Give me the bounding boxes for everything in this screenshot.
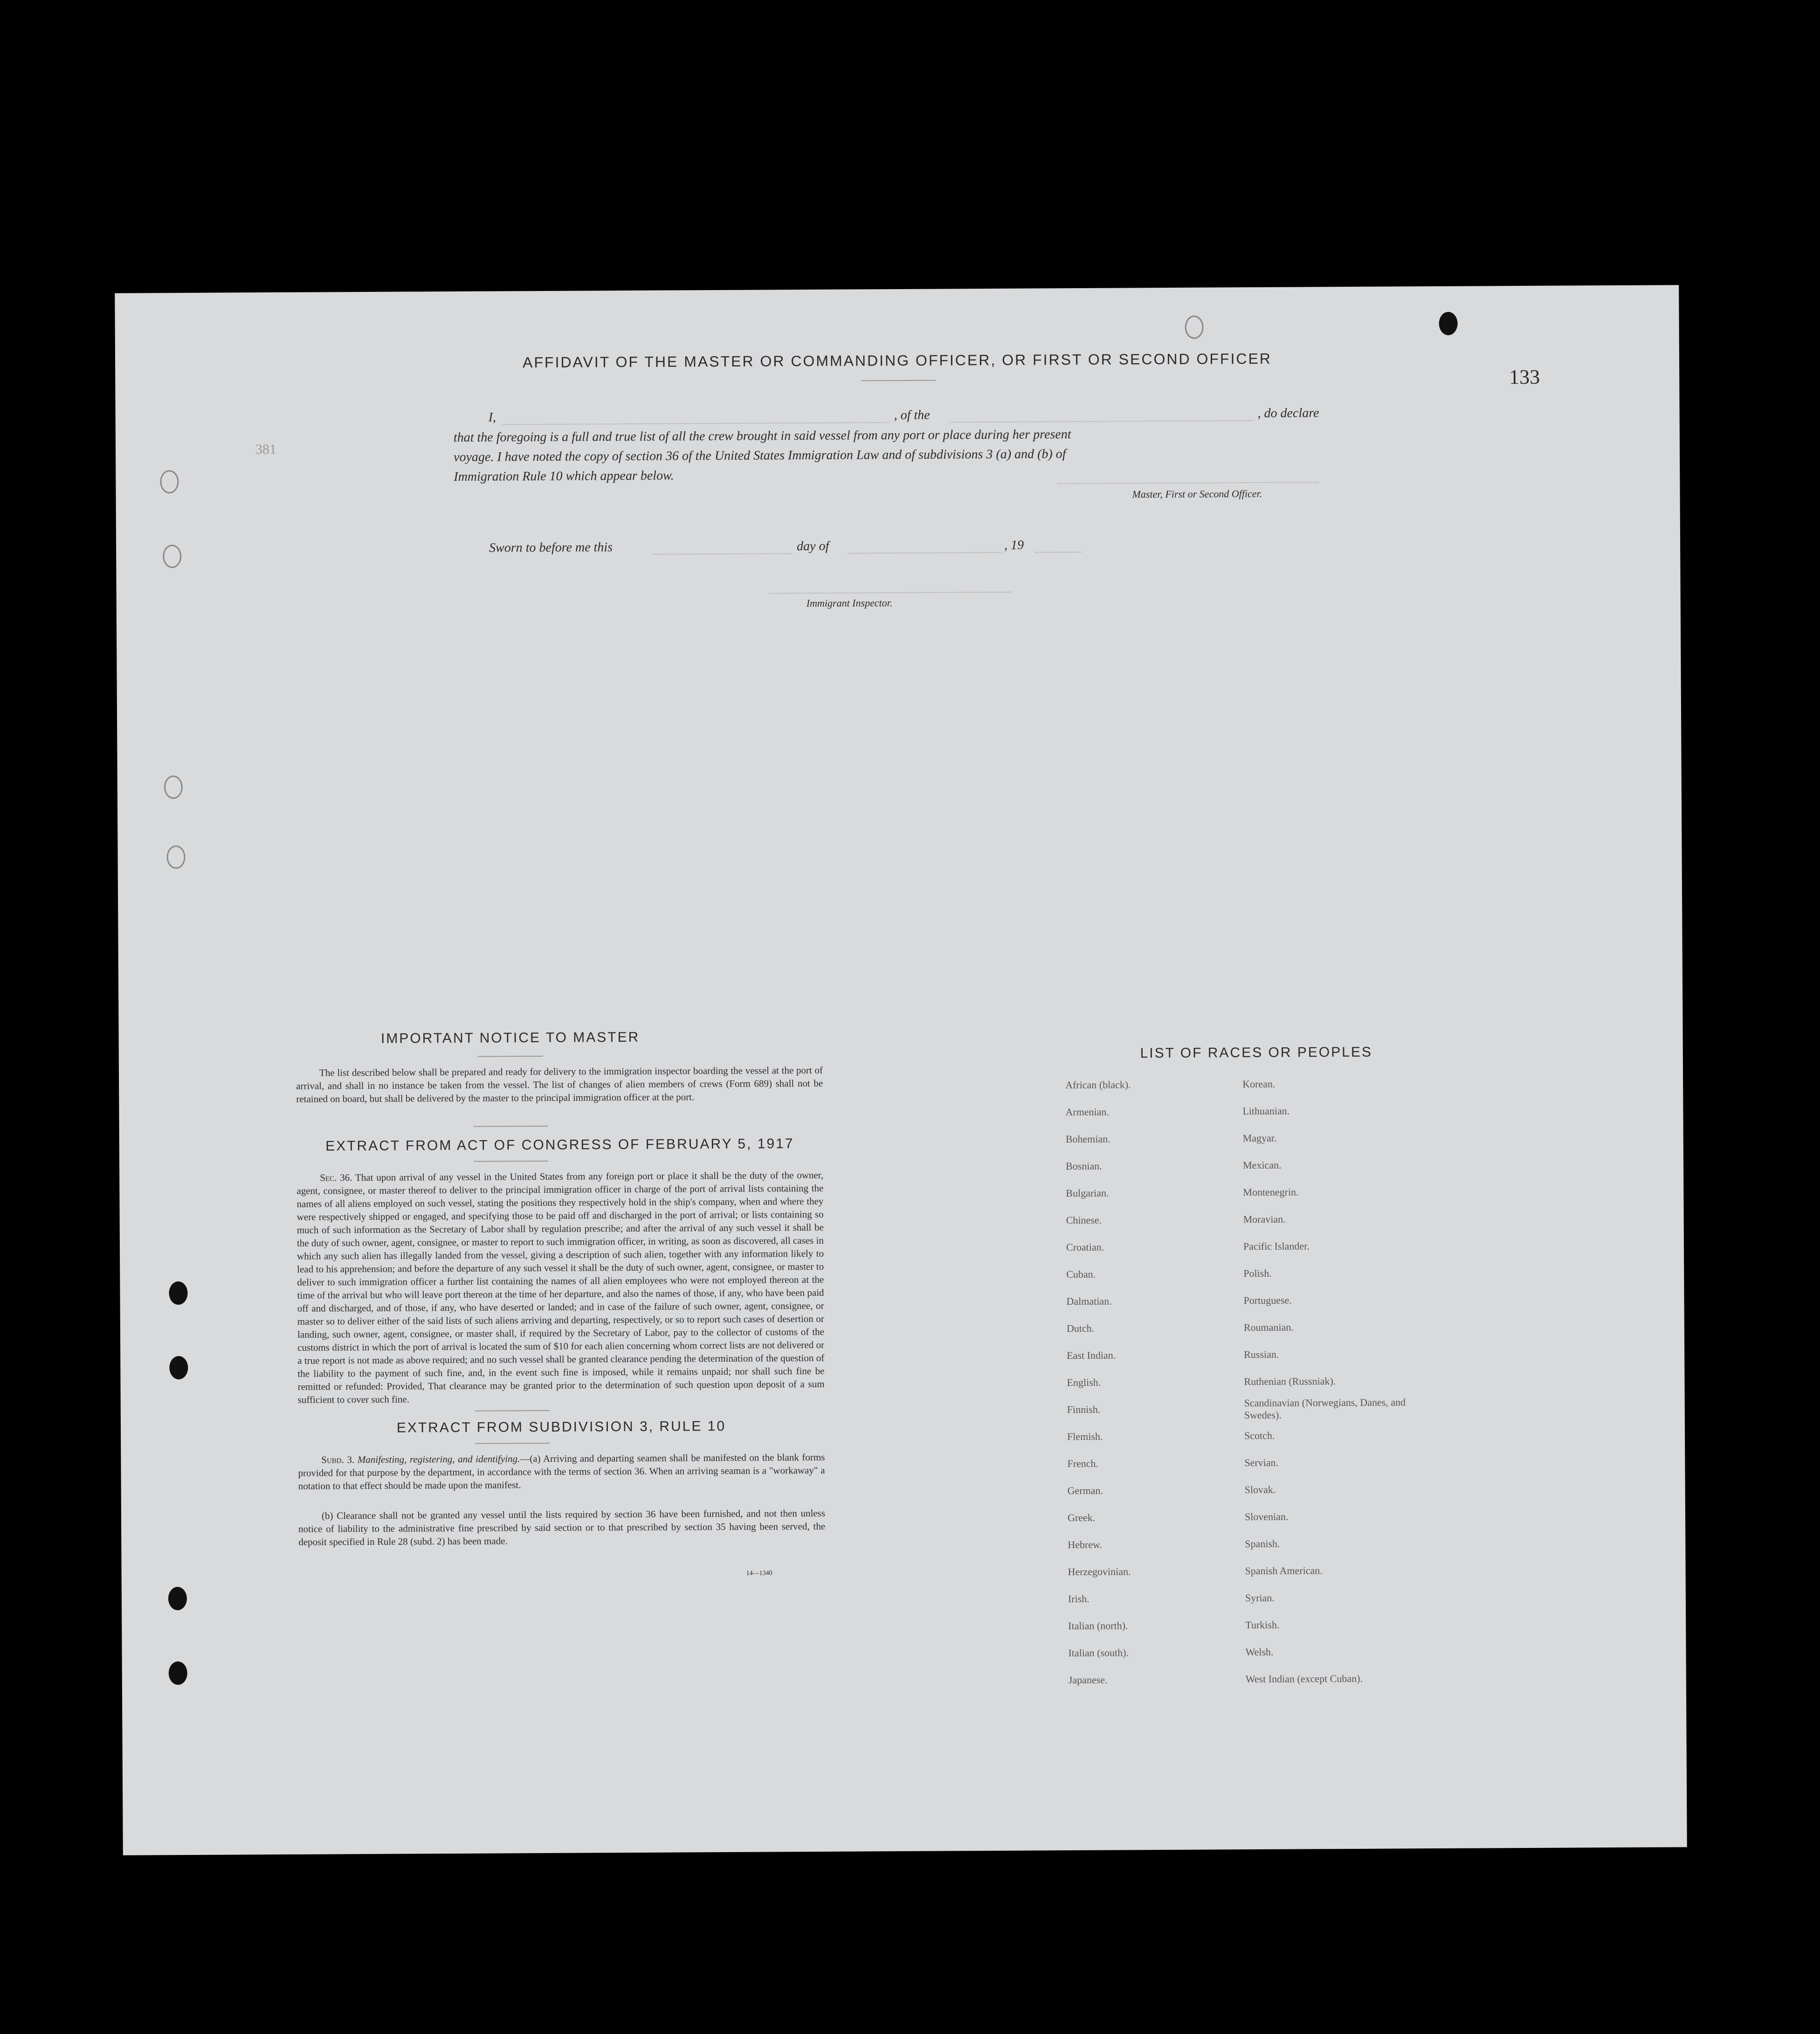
race-item: Portuguese. <box>1243 1294 1292 1307</box>
name-line <box>503 422 889 425</box>
punch-hole <box>1185 316 1204 339</box>
signature-label: Master, First or Second Officer. <box>1132 487 1262 500</box>
inspector-label: Immigrant Inspector. <box>806 597 893 609</box>
race-item: Pacific Islander. <box>1243 1240 1310 1252</box>
race-item: West Indian (except Cuban). <box>1245 1672 1363 1685</box>
act-lead: Sec. 36. <box>320 1172 352 1183</box>
notice-title: IMPORTANT NOTICE TO MASTER <box>380 1029 640 1046</box>
year-line <box>1034 552 1081 553</box>
affidavit-of-the: , of the <box>894 408 930 423</box>
races-title: LIST OF RACES OR PEOPLES <box>1140 1044 1373 1061</box>
day-of-text: day of <box>797 539 829 554</box>
month-line <box>848 552 1002 554</box>
signature-line <box>1057 482 1318 484</box>
race-item: Irish. <box>1068 1592 1089 1605</box>
sworn-text: Sworn to before me this <box>489 540 613 555</box>
affidavit-do-declare: , do declare <box>1257 406 1319 421</box>
punch-hole <box>169 1661 187 1685</box>
race-item: Herzegovinian. <box>1068 1565 1131 1578</box>
rule-text-b: (b) Clearance shall not be granted any vessel until the lists required by section 36 have been furnished, and not then unless notice of liability to the administrative fine prescribed by said section or to that prescribed by section 35 having been served, the deposit specified in Rule 28 (subd. 2) has been made. <box>298 1507 826 1548</box>
race-item: Bohemian. <box>1065 1133 1110 1145</box>
race-item: Servian. <box>1244 1456 1279 1469</box>
race-item: Slovak. <box>1244 1483 1276 1496</box>
punch-hole <box>160 470 179 493</box>
race-item: Bosnian. <box>1066 1160 1102 1172</box>
race-item: Montenegrin. <box>1243 1186 1299 1198</box>
race-item: Scandinavian (Norwegians, Danes, and Swedes). <box>1244 1396 1406 1421</box>
margin-mark: 381 <box>255 441 277 457</box>
race-item: Slovenian. <box>1244 1510 1289 1523</box>
punch-hole <box>169 1356 188 1379</box>
race-item: Polish. <box>1243 1267 1272 1280</box>
race-item: Korean. <box>1242 1078 1275 1090</box>
race-item: Turkish. <box>1245 1619 1280 1631</box>
race-item: Moravian. <box>1243 1213 1286 1225</box>
race-item: Lithuanian. <box>1242 1105 1290 1117</box>
act-title: EXTRACT FROM ACT OF CONGRESS OF FEBRUARY 5, 1917 <box>325 1136 794 1154</box>
punch-hole <box>169 1281 187 1305</box>
race-item: Flemish. <box>1067 1430 1103 1443</box>
page-number: 133 <box>1509 365 1540 389</box>
form-number: 14—1340 <box>746 1570 772 1577</box>
race-item: French. <box>1067 1457 1099 1470</box>
punch-hole <box>168 1587 187 1610</box>
race-item: Italian (north). <box>1068 1619 1128 1632</box>
race-item: Greek. <box>1067 1511 1096 1524</box>
vessel-line <box>950 420 1253 422</box>
race-item: Welsh. <box>1245 1646 1274 1658</box>
rule-body-a: —(a) Arriving and departing seamen shall be manifested on the blank forms provided for that purpose by the department, in accordance with the terms of section 36. When an arriving seaman is a "workaway" a notation to that effect should be made upon the manifest. <box>298 1451 825 1492</box>
race-item: Croatian. <box>1066 1241 1104 1253</box>
punch-hole <box>166 845 185 869</box>
punch-hole <box>1439 312 1458 335</box>
race-item: East Indian. <box>1067 1349 1116 1362</box>
race-item: Chinese. <box>1066 1214 1102 1226</box>
race-item: Armenian. <box>1065 1106 1110 1118</box>
race-item: Dutch. <box>1066 1322 1095 1335</box>
affidavit-line-4: Immigration Rule 10 which appear below. <box>454 468 674 484</box>
race-item: Scotch. <box>1244 1429 1275 1442</box>
notice-text: The list described below shall be prepared and ready for delivery to the immigration inspector boarding the vessel at the port of arrival, and shall in no instance be taken from the vessel. The list of changes of alien members of crews (Form 689) shall not be retained on board, but shall be delivered by the master to the principal immigration officer at the port. <box>296 1064 823 1105</box>
races-right-column <box>1242 1070 1432 1693</box>
race-item: Syrian. <box>1245 1591 1275 1604</box>
race-item: German. <box>1067 1484 1103 1497</box>
race-item: African (black). <box>1065 1079 1131 1091</box>
sworn-day-line <box>652 553 792 555</box>
rule-lead: Subd. 3. <box>321 1454 355 1466</box>
race-item: Spanish American. <box>1245 1564 1323 1577</box>
affidavit-line-2: that the foregoing is a full and true list of all the crew brought in said vessel from any port or place during her present <box>453 427 1071 445</box>
race-item: Cuban. <box>1066 1268 1096 1280</box>
act-body: That upon arrival of any vessel in the United States from any foreign port or place it shall be the duty of the owner, agent, consignee, or master thereof to deliver to the principal immigration officer in charge of the port of arrival lists containing the names of all aliens employed on such vessel, stating the positions they respectively hold in the ship's company, when and where they were respectively shipped or engaged, and specifying those to be paid off and discharged in the port of arrival; or lists containing so much of such information as the Secretary of Labor shall by regulation prescribe; and after the arrival of any such vessel it shall be the duty of such owner, agent, consignee, or master to report to such immigration officer, in writing, as soon as discovered, all cases in which any such alien has illegally landed from the vessel, giving a description of such alien, together with any information likely to lead to his apprehension; and before the departure of any such vessel it shall be the duty of such owner, agent, consignee, or master to deliver to such immigration officer a further list containing the names of all alien employees who were not employed thereon at the time of the arrival but who will leave port thereon at the time of her departure, and also the names of those, if any, who have been paid off and discharged, and of those, if any, who have deserted or landed; and in case of the failure of such owner, agent, consignee, or master so to deliver either of the said lists of such aliens arriving and departing, respectively, or so to report such cases of desertion or landing, such owner, agent, consignee, or master shall, if required by the Secretary of Labor, pay to the collector of customs of the customs district in which the port of arrival is located the sum of $10 for each alien concerning whom correct lists are not delivered or a true report is not made as above required; and no such vessel shall be granted clearance pending the determination of the question of the liability to the payment of such fine, and, in the event such fine is imposed, while it remains unpaid; nor shall such fine be remitted or refunded: Provided, That clearance may be granted prior to the determination of such question upon deposit of a sum sufficient to cover such fine. <box>296 1169 825 1405</box>
act-text <box>296 1169 825 1406</box>
rule-title: EXTRACT FROM SUBDIVISION 3, RULE 10 <box>396 1418 726 1436</box>
affidavit-title: AFFIDAVIT OF THE MASTER OR COMMANDING OFFICER, OR FIRST OR SECOND OFFICER <box>522 350 1272 371</box>
race-item: Mexican. <box>1243 1159 1282 1171</box>
race-item: Magyar. <box>1242 1132 1277 1144</box>
race-item: Spanish. <box>1245 1537 1280 1550</box>
races-left-column <box>1065 1071 1236 1694</box>
race-item: Italian (south). <box>1068 1647 1129 1659</box>
race-item: Russian. <box>1244 1348 1279 1361</box>
race-item: English. <box>1067 1376 1101 1389</box>
race-item: Dalmatian. <box>1066 1295 1112 1308</box>
race-item: Finnish. <box>1067 1403 1101 1416</box>
race-item: Japanese. <box>1068 1674 1108 1686</box>
race-item: Roumanian. <box>1243 1321 1294 1334</box>
year-text: , 19 <box>1004 538 1024 553</box>
document-sheet <box>115 285 1687 1855</box>
affidavit-line-3: voyage. I have noted the copy of section 36 of the United States Immigration Law and of subdivisions 3 (a) and (b) of <box>454 447 1066 465</box>
race-item: Hebrew. <box>1068 1538 1103 1551</box>
punch-hole <box>164 775 183 799</box>
inspector-line <box>769 592 1012 594</box>
rule-text-a <box>298 1451 825 1493</box>
affidavit-i: I, <box>488 410 496 425</box>
race-item: Bulgarian. <box>1066 1187 1109 1199</box>
rule-heading: Manifesting, registering, and identifying. <box>357 1453 520 1466</box>
race-item: Ruthenian (Russniak). <box>1244 1375 1336 1388</box>
punch-hole <box>163 545 181 568</box>
